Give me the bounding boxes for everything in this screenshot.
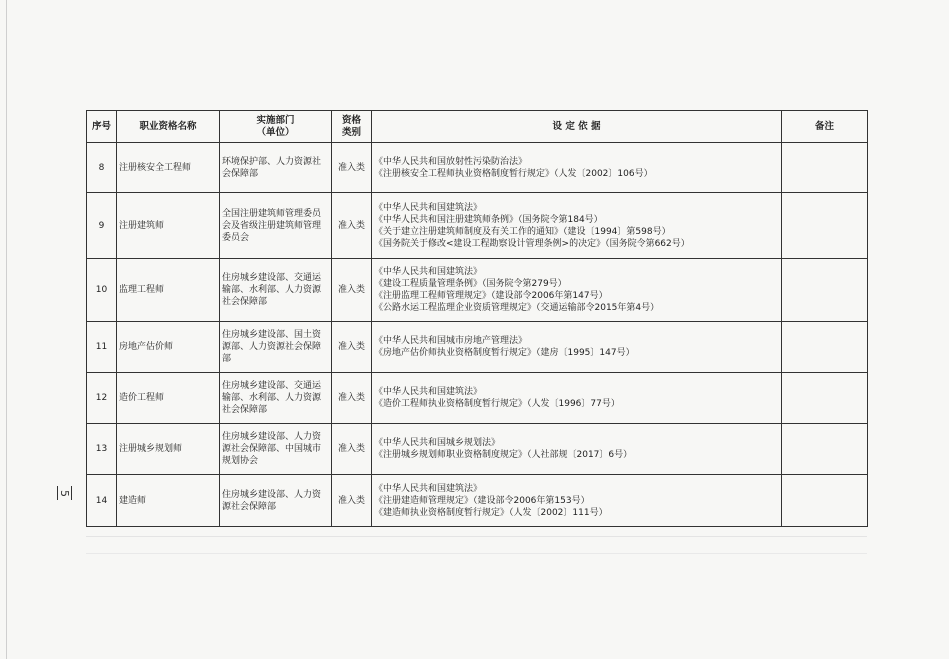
- row-department: 住房城乡建设部、国土资源部、人力资源社会保障部: [220, 322, 332, 373]
- row-number: 12: [87, 373, 117, 424]
- basis-line: 《建设工程质量管理条例》（国务院令第279号）: [374, 279, 567, 289]
- row-category: 准入类: [332, 322, 372, 373]
- row-basis: [372, 143, 782, 193]
- table-row: [87, 193, 868, 259]
- row-remark: [782, 259, 868, 322]
- basis-line: 《中华人民共和国建筑法》: [374, 267, 483, 277]
- basis-line: 《国务院关于修改<建设工程勘察设计管理条例>的决定》（国务院令第662号）: [374, 238, 690, 249]
- row-number: 8: [87, 143, 117, 193]
- row-basis: [372, 322, 782, 373]
- row-number: 10: [87, 259, 117, 322]
- header-dept: [220, 111, 332, 143]
- scan-edge-line: [6, 0, 7, 659]
- row-category: 准入类: [332, 193, 372, 259]
- row-name: 注册建筑师: [117, 193, 220, 259]
- header-category-line2: 类别: [341, 126, 361, 138]
- row-remark: [782, 143, 868, 193]
- header-name: 职业资格名称: [117, 111, 220, 143]
- row-remark: [782, 424, 868, 475]
- bleed-through-row: [86, 536, 867, 554]
- row-name: 建造师: [117, 475, 220, 527]
- row-number: 14: [87, 475, 117, 527]
- row-remark: [782, 373, 868, 424]
- row-department: 全国注册建筑师管理委员会及省级注册建筑师管理委员会: [220, 193, 332, 259]
- table-header-row: [87, 111, 868, 143]
- row-category: 准入类: [332, 259, 372, 322]
- basis-line: 《关于建立注册建筑师制度及有关工作的通知》（建设〔1994〕第598号）: [374, 226, 671, 237]
- row-remark: [782, 193, 868, 259]
- header-basis: 设 定 依 据: [372, 111, 782, 143]
- basis-line: 《中华人民共和国城乡规划法》: [374, 438, 501, 448]
- page-number-dash-top: [71, 486, 72, 500]
- basis-line: 《注册建造师管理规定》（建设部令2006年第153号）: [374, 495, 590, 506]
- header-dept-line2: （单位）: [256, 126, 295, 138]
- row-basis: [372, 373, 782, 424]
- row-department: 住房城乡建设部、人力资源社会保障部、中国城市规划协会: [220, 424, 332, 475]
- basis-line: 《中华人民共和国放射性污染防治法》: [374, 156, 528, 167]
- row-name: 房地产估价师: [117, 322, 220, 373]
- row-basis: [372, 424, 782, 475]
- row-category: 准入类: [332, 143, 372, 193]
- row-name: 造价工程师: [117, 373, 220, 424]
- row-name: 注册城乡规划师: [117, 424, 220, 475]
- row-number: 11: [87, 322, 117, 373]
- table-row: [87, 475, 868, 527]
- basis-line: 《中华人民共和国建筑法》: [374, 387, 483, 397]
- page-number: 5: [58, 489, 71, 497]
- qualification-table: [86, 110, 868, 527]
- row-category: 准入类: [332, 475, 372, 527]
- basis-line: 《公路水运工程监理企业资质管理规定》（交通运输部令2015年第4号）: [374, 303, 660, 313]
- basis-line: 《中华人民共和国注册建筑师条例》（国务院令第184号）: [374, 214, 603, 225]
- basis-line: 《中华人民共和国城市房地产管理法》: [374, 336, 528, 346]
- header-category-line1: 资格: [341, 114, 361, 126]
- header-remark: 备注: [782, 111, 868, 143]
- header-num: 序号: [87, 111, 117, 143]
- row-remark: [782, 475, 868, 527]
- table-row: [87, 424, 868, 475]
- row-name: 监理工程师: [117, 259, 220, 322]
- basis-line: 《中华人民共和国建筑法》: [374, 483, 483, 494]
- table-row: [87, 373, 868, 424]
- table-row: [87, 322, 868, 373]
- row-department: 住房城乡建设部、交通运输部、水利部、人力资源社会保障部: [220, 373, 332, 424]
- basis-line: 《建造师执业资格制度暂行规定》（人发〔2002〕111号）: [374, 507, 608, 518]
- table-row: [87, 143, 868, 193]
- header-category: [332, 111, 372, 143]
- basis-line: 《注册核安全工程师执业资格制度暂行规定》（人发〔2002〕106号）: [374, 168, 653, 179]
- page-number-mark: [58, 484, 72, 502]
- row-name: 注册核安全工程师: [117, 143, 220, 193]
- row-category: 准入类: [332, 424, 372, 475]
- row-number: 9: [87, 193, 117, 259]
- basis-line: 《注册监理工程师管理规定》（建设部令2006年第147号）: [374, 291, 608, 301]
- row-category: 准入类: [332, 373, 372, 424]
- basis-line: 《房地产估价师执业资格制度暂行规定》（建房〔1995〕147号）: [374, 348, 635, 358]
- basis-line: 《注册城乡规划师职业资格制度规定》（人社部规〔2017〕6号）: [374, 450, 633, 460]
- row-basis: [372, 259, 782, 322]
- row-department: 住房城乡建设部、人力资源社会保障部: [220, 475, 332, 527]
- row-number: 13: [87, 424, 117, 475]
- row-department: 环境保护部、人力资源社会保障部: [220, 143, 332, 193]
- basis-line: 《造价工程师执业资格制度暂行规定》（人发〔1996〕77号）: [374, 399, 620, 409]
- header-dept-line1: 实施部门: [256, 114, 295, 126]
- basis-line: 《中华人民共和国建筑法》: [374, 202, 483, 213]
- row-basis: [372, 475, 782, 527]
- table-row: [87, 259, 868, 322]
- row-remark: [782, 322, 868, 373]
- row-basis: [372, 193, 782, 259]
- row-department: 住房城乡建设部、交通运输部、水利部、人力资源社会保障部: [220, 259, 332, 322]
